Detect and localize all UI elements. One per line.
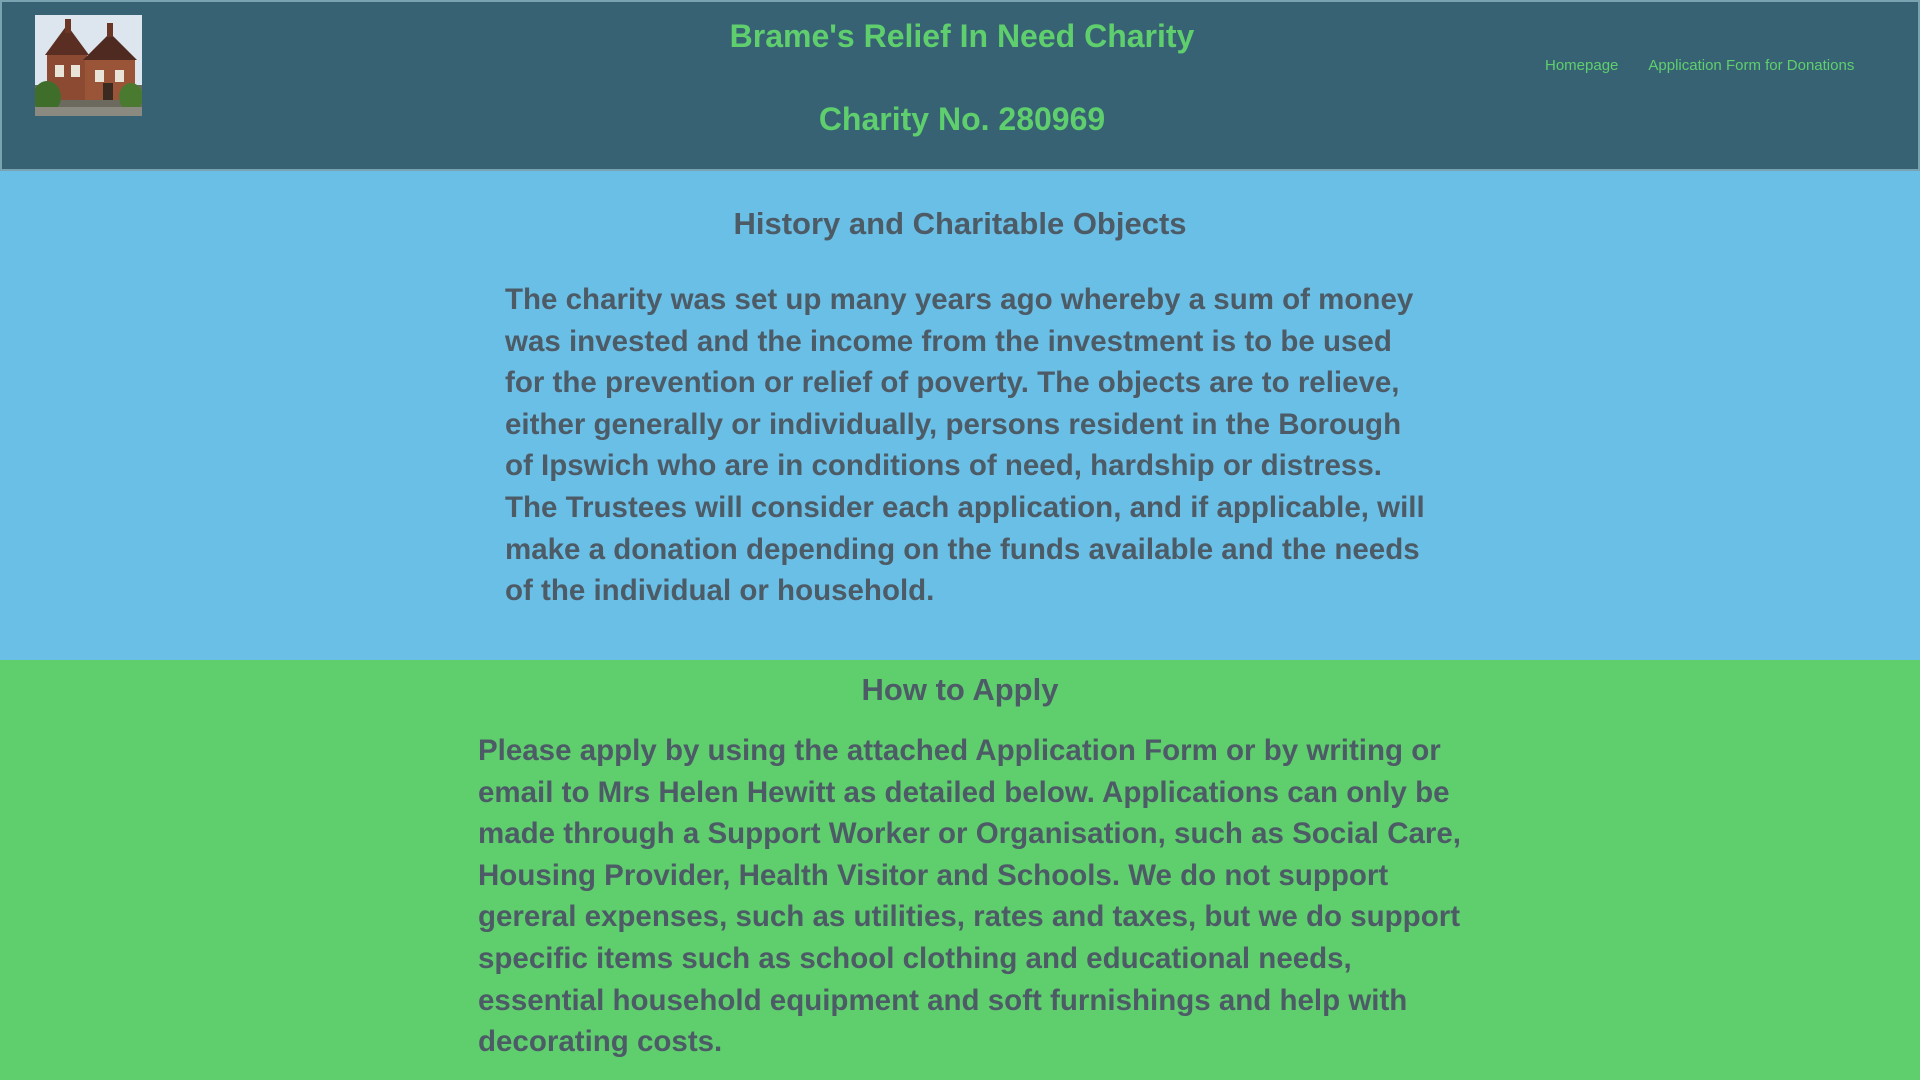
history-heading: History and Charitable Objects: [733, 206, 1187, 241]
main-nav: [1545, 56, 1854, 76]
nav-link-application-form[interactable]: Application Form for Donations: [1648, 57, 1855, 74]
how-to-apply-section: [0, 660, 1920, 1080]
history-text: The charity was set up many years ago whereby a sum of money was invested and the income from the investment is to be used for the prevention or relief of poverty. The objects are to relieve, either generally or individually, persons resident in the Borough of Ipswich who are in conditions of need, hardship or distress. The Trustees will consider each application, and if applicable, will make a donation depending on the funds available and the needs of the individual or household.: [505, 283, 1425, 608]
how-to-apply-text: Please apply by using the attached Application Form or by writing or email to Mrs Helen Hewitt as detailed below. Applications can only be made through a Support Worker or Organisation, such as Social Care, Housing Provider, Health Visitor and Schools. We do not support gereral expenses, such as utilities, rates and taxes, but we do support specific items such as school clothing and educational needs, essential household equipment and soft furnishings and help with decorating costs.: [478, 734, 1461, 1059]
history-section: [0, 171, 1920, 660]
how-to-apply-heading: How to Apply: [861, 672, 1059, 707]
site-title: Brame's Relief In Need Charity: [729, 18, 1195, 54]
nav-link-homepage[interactable]: Homepage: [1545, 57, 1619, 74]
charity-number: Charity No. 280969: [818, 101, 1106, 137]
site-header: [0, 0, 1920, 171]
house-photo-icon: [35, 15, 142, 116]
